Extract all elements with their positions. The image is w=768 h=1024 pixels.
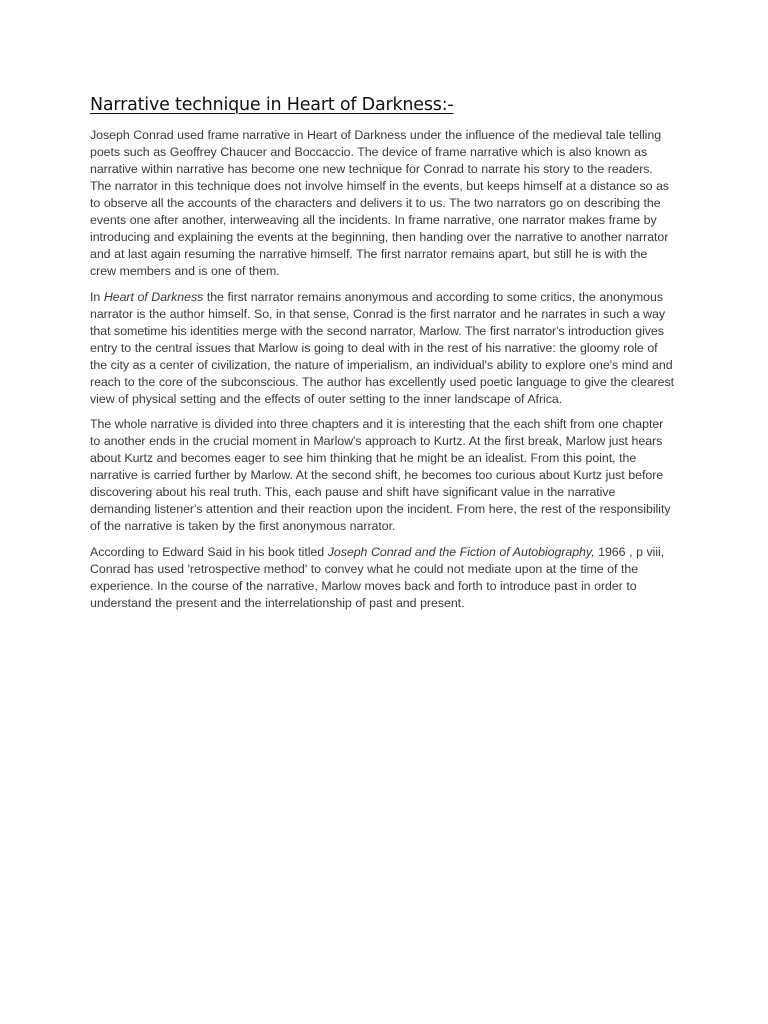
paragraph-first-narrator [90,289,676,408]
book-title-italic: Heart of Darkness [103,289,204,304]
paragraph-lead: According to Edward Said in his book titled [90,544,328,559]
paragraph-frame-narrative [90,127,676,280]
paragraph-text: 1966 , p viii, Conrad has used 'retrospective method' to convey what he could not mediate upon at the time of the experience. In the course of the narrative, Marlow moves back and forth to introduce past in order to understand the present and the interrelationship of past and present. [90,544,665,610]
paragraph-lead: In [90,289,104,304]
paragraph-text: the first narrator remains anonymous and according to some critics, the anonymous narrator is the author himself. So, in that sense, Conrad is the first narrator and he narrates in such a way that sometime his identities merge with the second narrator, Marlow. The first narrator's introduction gives entry to the central issues that Marlow is going to deal with in the rest of his narrative: the gloomy role of the city as a center of civilization, the nature of imperialism, an individual's ability to explore one's mind and reach to the core of the subconscious. The author has excellently used poetic language to give the clearest view of physical setting and the effects of outer setting to the inner landscape of Africa. [90,289,674,406]
document-title: Narrative technique in Heart of Darkness:- [90,95,454,115]
paragraph-text: Joseph Conrad used frame narrative in Heart of Darkness under the influence of the medieval tale telling poets such as Geoffrey Chaucer and Boccaccio. The device of frame narrative which is also known as narrative within narrative has become one new technique for Conrad to narrate his story to the readers. The narrator in this technique does not involve himself in the events, but keeps himself at a distance so as to observe all the accounts of the characters and delivers it to us. The two narrators go on describing the events one after another, interweaving all the incidents. In frame narrative, one narrator makes frame by introducing and explaining the events at the beginning, then handing over the narrative to another narrator and at last again resuming the narrative himself. The first narrator remains apart, but still he is with the crew members and is one of them. [90,128,670,278]
paragraph-text: The whole narrative is divided into three chapters and it is interesting that the each shift from one chapter to another ends in the crucial moment in Marlow's approach to Kurtz. At the first break, Marlow just hears about Kurtz and becomes eager to see him thinking that he might be an idealist. From this point, the narrative is carried further by Marlow. At the second shift, he becomes too curious about Kurtz just before discovering about his real truth. This, each pause and shift have significant value in the narrative demanding listener's attention and their reaction upon the incident. From here, the rest of the responsibility of the narrative is taken by the first anonymous narrator. [90,417,671,533]
document-body [90,94,676,620]
book-title-italic: Joseph Conrad and the Fiction of Autobiography, [327,544,595,559]
paragraph-three-chapters [90,416,676,535]
paragraph-edward-said [90,544,676,612]
